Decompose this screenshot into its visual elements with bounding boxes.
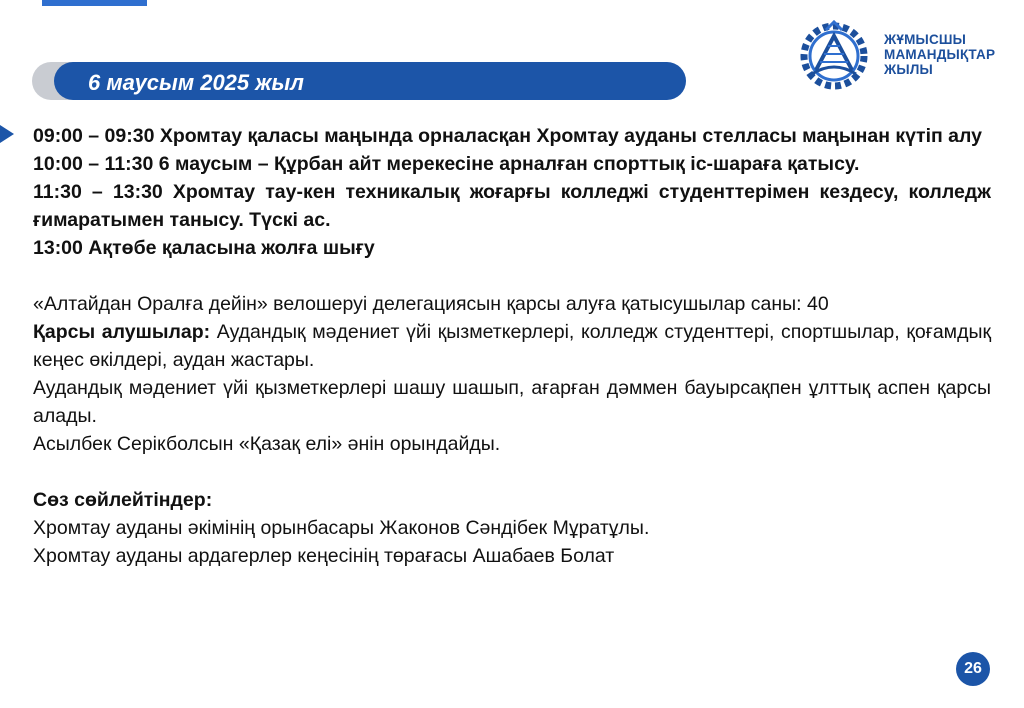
song-paragraph: Асылбек Серікболсын «Қазақ елі» әнін орындайды. [33,433,501,455]
schedule-item: 13:00 Ақтөбе қаласына жолға шығу [33,237,375,259]
greeters-paragraph [33,318,991,374]
slide-content [33,122,991,570]
participants-count: «Алтайдан Оралға дейін» велошеруі делегациясын қарсы алуға қатысушылар саны: 40 [33,293,829,315]
greeters-label: Қарсы алушылар: [33,321,211,343]
greeters-text: Аудандық мәдениет үйі қызметкерлері, колледж студенттері, спортшылар, қоғамдық кеңес өкілдері, аудан жастары. [33,321,991,371]
date-title: 6 маусым 2025 жыл [88,70,304,95]
speakers-label: Сөз сөйлейтіндер: [33,489,213,511]
date-banner [32,62,686,100]
schedule-item: 09:00 – 09:30 Хромтау қаласы маңында орналасқан Хромтау ауданы стелласы маңынан күтіп алу [33,125,982,147]
speaker-item: Хромтау ауданы әкімінің орынбасары Жаконов Сәндібек Мұратұлы. [33,517,650,539]
gear-emblem-icon [792,14,878,94]
logo-line-3: ЖЫЛЫ [884,62,933,77]
slide-marker [0,125,14,143]
schedule-item: 11:30 – 13:30 Хромтау тау-кен техникалық жоғарғы колледжі студенттерімен кездесу, колледж ғимаратымен танысу. Түскі ас. [33,181,991,231]
page-number-badge: 26 [956,652,990,686]
spacer [33,458,991,486]
logo-line-2: МАМАНДЫҚТАР [884,47,996,62]
logo-text [884,32,995,77]
logo-line-1: ЖҰМЫСШЫ [884,32,967,47]
tradition-paragraph: Аудандық мәдениет үйі қызметкерлері шашу шашып, ағарған дәммен бауырсақпен ұлттық аспен қарсы алады. [33,377,991,427]
year-logo [792,14,1002,94]
speaker-item: Хромтау ауданы ардагерлер кеңесінің төрағасы Ашабаев Болат [33,545,615,567]
schedule-item: 10:00 – 11:30 6 маусым – Құрбан айт мерекесіне арналған спорттық іс-шараға қатысу. [33,153,860,175]
top-accent-bar [42,0,147,6]
spacer [33,262,991,290]
